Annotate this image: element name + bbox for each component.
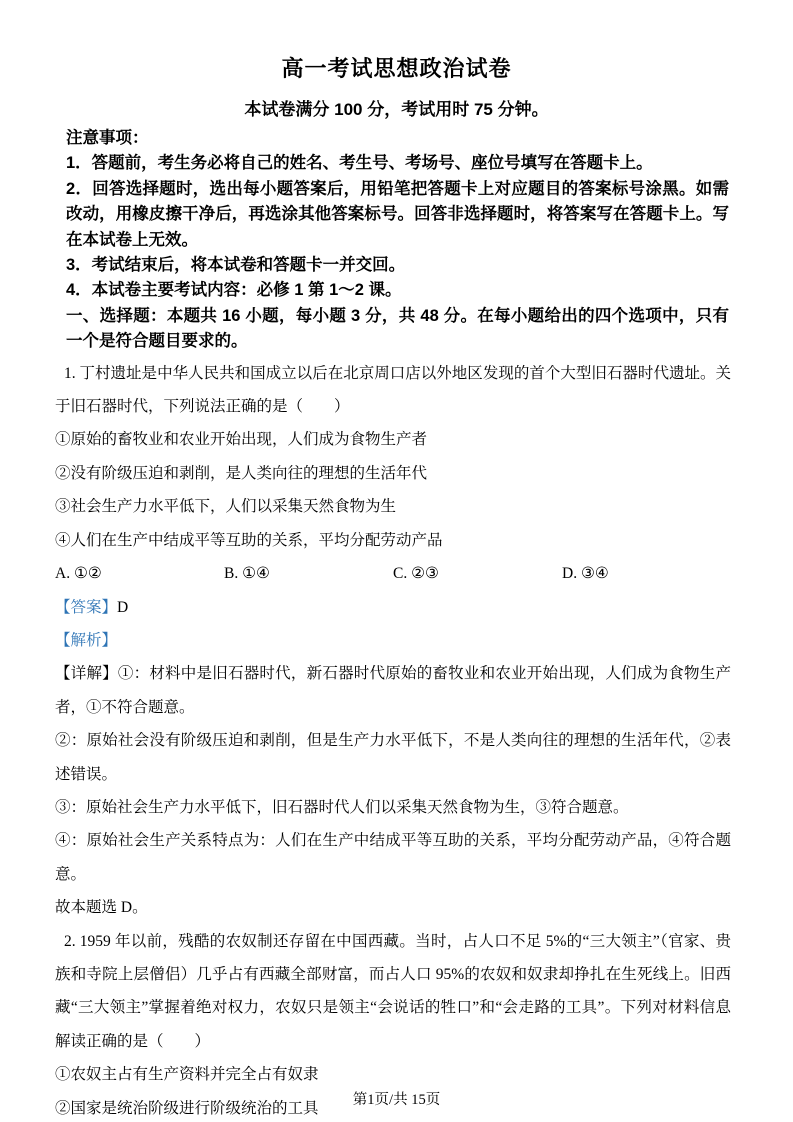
answer-label: 【答案】	[55, 598, 118, 616]
question-1-explanation-1: 【详解】①：材料中是旧石器时代，新石器时代原始的畜牧业和农业开始出现，人们成为食物生产者，①不符合题意。	[55, 665, 731, 716]
question-1-option-4: ④人们在生产中结成平等互助的关系，平均分配劳动产品	[55, 531, 443, 549]
question-1-option-2: ②没有阶级压迫和剥削，是人类向往的理想的生活年代	[55, 464, 428, 482]
choice-d: D. ③④	[562, 565, 609, 583]
notice-item-3: 3．考试结束后，将本试卷和答题卡一并交回。	[66, 256, 406, 275]
question-1-option-1: ①原始的畜牧业和农业开始出现，人们成为食物生产者	[55, 431, 428, 449]
paper-header	[0, 0, 793, 122]
choice-b: B. ①④	[224, 565, 270, 583]
paper-score-duration: 本试卷满分 100 分，考试用时 75 分钟。	[244, 100, 549, 119]
questions-section	[0, 357, 793, 1122]
notice-heading: 注意事项：	[66, 129, 149, 147]
analysis-label: 【解析】	[55, 631, 118, 649]
question-1-option-3: ③社会生产力水平低下，人们以采集天然食物为生	[55, 498, 397, 516]
question-1-stem: 1. 丁村遗址是中华人民共和国成立以后在北京周口店以外地区发现的首个大型旧石器时代遗址。关于旧石器时代，下列说法正确的是（ ）	[55, 364, 731, 416]
notice-item-1: 1．答题前，考生务必将自己的姓名、考生号、考场号、座位号填写在答题卡上。	[66, 154, 653, 173]
section-heading: 一、选择题：本题共 16 小题，每小题 3 分，共 48 分。在每小题给出的四个选项中，只有一个是符合题目要求的。	[66, 306, 729, 351]
question-2-option-2: ②国家是统治阶级进行阶级统治的工具	[55, 1099, 319, 1117]
notice-item-4: 4．本试卷主要考试内容：必修 1 第 1～2 课。	[66, 281, 402, 300]
choice-a: A. ①②	[55, 565, 102, 583]
question-1-answer-line	[55, 591, 731, 624]
choice-c: C. ②③	[393, 565, 439, 583]
page-number: 第1页/共 15页	[352, 1092, 441, 1108]
question-1-explanation-3: ③：原始社会生产力水平低下，旧石器时代人们以采集天然食物为生，③符合题意。	[55, 798, 629, 816]
question-1-explanation-4: ④：原始社会生产关系特点为：人们在生产中结成平等互助的关系，平均分配劳动产品，④符合题意。	[55, 832, 731, 883]
notice-item-2: 2．回答选择题时，选出每小题答案后，用铅笔把答题卡上对应题目的答案标号涂黑。如需改动，用橡皮擦干净后，再选涂其他答案标号。回答非选择题时，将答案写在答题卡上。写在本试卷上无效。	[66, 179, 729, 249]
answer-value: D	[117, 598, 129, 616]
paper-title: 高一考试思想政治试卷	[281, 56, 512, 81]
question-1-choice-row	[55, 557, 731, 590]
notice-section	[0, 126, 793, 355]
question-1-conclusion: 故本题选 D。	[55, 899, 148, 917]
question-2-option-1: ①农奴主占有生产资料并完全占有奴隶	[55, 1066, 319, 1084]
question-2-stem: 2. 1959 年以前，残酷的农奴制还存留在中国西藏。当时，占人口不足 5%的“三大领主”（官家、贵族和寺院上层僧侣）几乎占有西藏全部财富，而占人口 95%的农奴和奴隶却挣扎在生死线上。旧西藏“三大领主”掌握着绝对权力，农奴只是领主“会说话的牲口”和“会走路的工具”。下列对材料信息解读正确的是（ ）	[55, 932, 731, 1050]
question-1-explanation-2: ②：原始社会没有阶级压迫和剥削，但是生产力水平低下，不是人类向往的理想的生活年代，②表述错误。	[55, 732, 731, 783]
